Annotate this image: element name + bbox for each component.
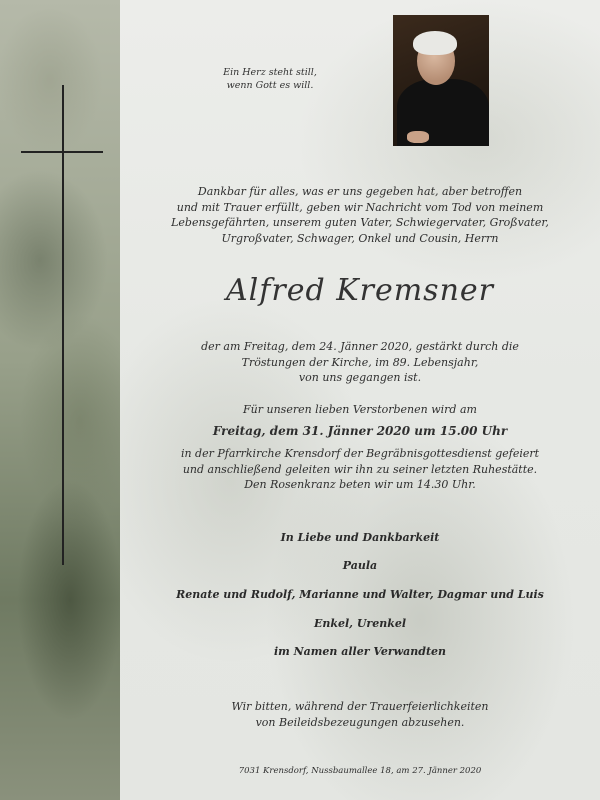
- funeral-line: in der Pfarrkirche Krensdorf der Begräbnisgottesdienst gefeiert: [180, 447, 540, 460]
- death-line: der am Freitag, dem 24. Jänner 2020, gestärkt durch die: [201, 340, 519, 353]
- intro-text: [130, 184, 590, 246]
- funeral-details: [130, 446, 590, 493]
- relatives-line: im Namen aller Verwandten: [273, 645, 447, 658]
- death-line: von uns gegangen ist.: [298, 371, 422, 384]
- intro-line: Urgroßvater, Schwager, Onkel und Cousin, Herrn: [221, 231, 499, 245]
- intro-line: und mit Trauer erfüllt, geben wir Nachricht vom Tod von meinem: [176, 200, 544, 214]
- funeral-date: Freitag, dem 31. Jänner 2020 um 15.00 Uhr: [212, 424, 508, 438]
- motto-line: wenn Gott es will.: [226, 80, 314, 91]
- death-notice: [130, 339, 590, 386]
- grandchildren-line: Enkel, Urenkel: [313, 617, 407, 630]
- request-line: von Beileidsbezeugungen abzusehen.: [255, 715, 465, 729]
- intro-line: Dankbar für alles, was er uns gegeben hat, aber betroffen: [197, 185, 523, 198]
- footer-address: 7031 Krensdorf, Nussbaumallee 18, am 27. Jänner 2020: [238, 766, 482, 776]
- left-tree-panel: [0, 0, 120, 800]
- request-line: Wir bitten, während der Trauerfeierlichkeiten: [231, 700, 489, 713]
- condolence-request: [130, 699, 590, 730]
- funeral-line: und anschließend geleiten wir ihn zu seiner letzten Ruhestätte.: [182, 462, 538, 476]
- motto: [200, 66, 340, 92]
- children-names: Renate und Rudolf, Marianne und Walter, Dagmar und Luis: [176, 588, 544, 601]
- cross-icon-vertical: [62, 85, 64, 565]
- death-line: Tröstungen der Kirche, im 89. Lebensjahr,: [241, 355, 479, 369]
- portrait-photo: [393, 15, 489, 146]
- intro-line: Lebensgefährten, unserem guten Vater, Schwiegervater, Großvater,: [171, 216, 549, 229]
- partner-name: Paula: [342, 559, 378, 572]
- funeral-intro: Für unseren lieben Verstorbenen wird am: [243, 403, 477, 416]
- closing-phrase: In Liebe und Dankbarkeit: [280, 531, 440, 544]
- motto-line: Ein Herz steht still,: [223, 67, 317, 78]
- funeral-line: Den Rosenkranz beten wir um 14.30 Uhr.: [244, 478, 476, 491]
- deceased-name: Alfred Kremsner: [226, 273, 494, 308]
- cross-icon-horizontal: [21, 151, 103, 153]
